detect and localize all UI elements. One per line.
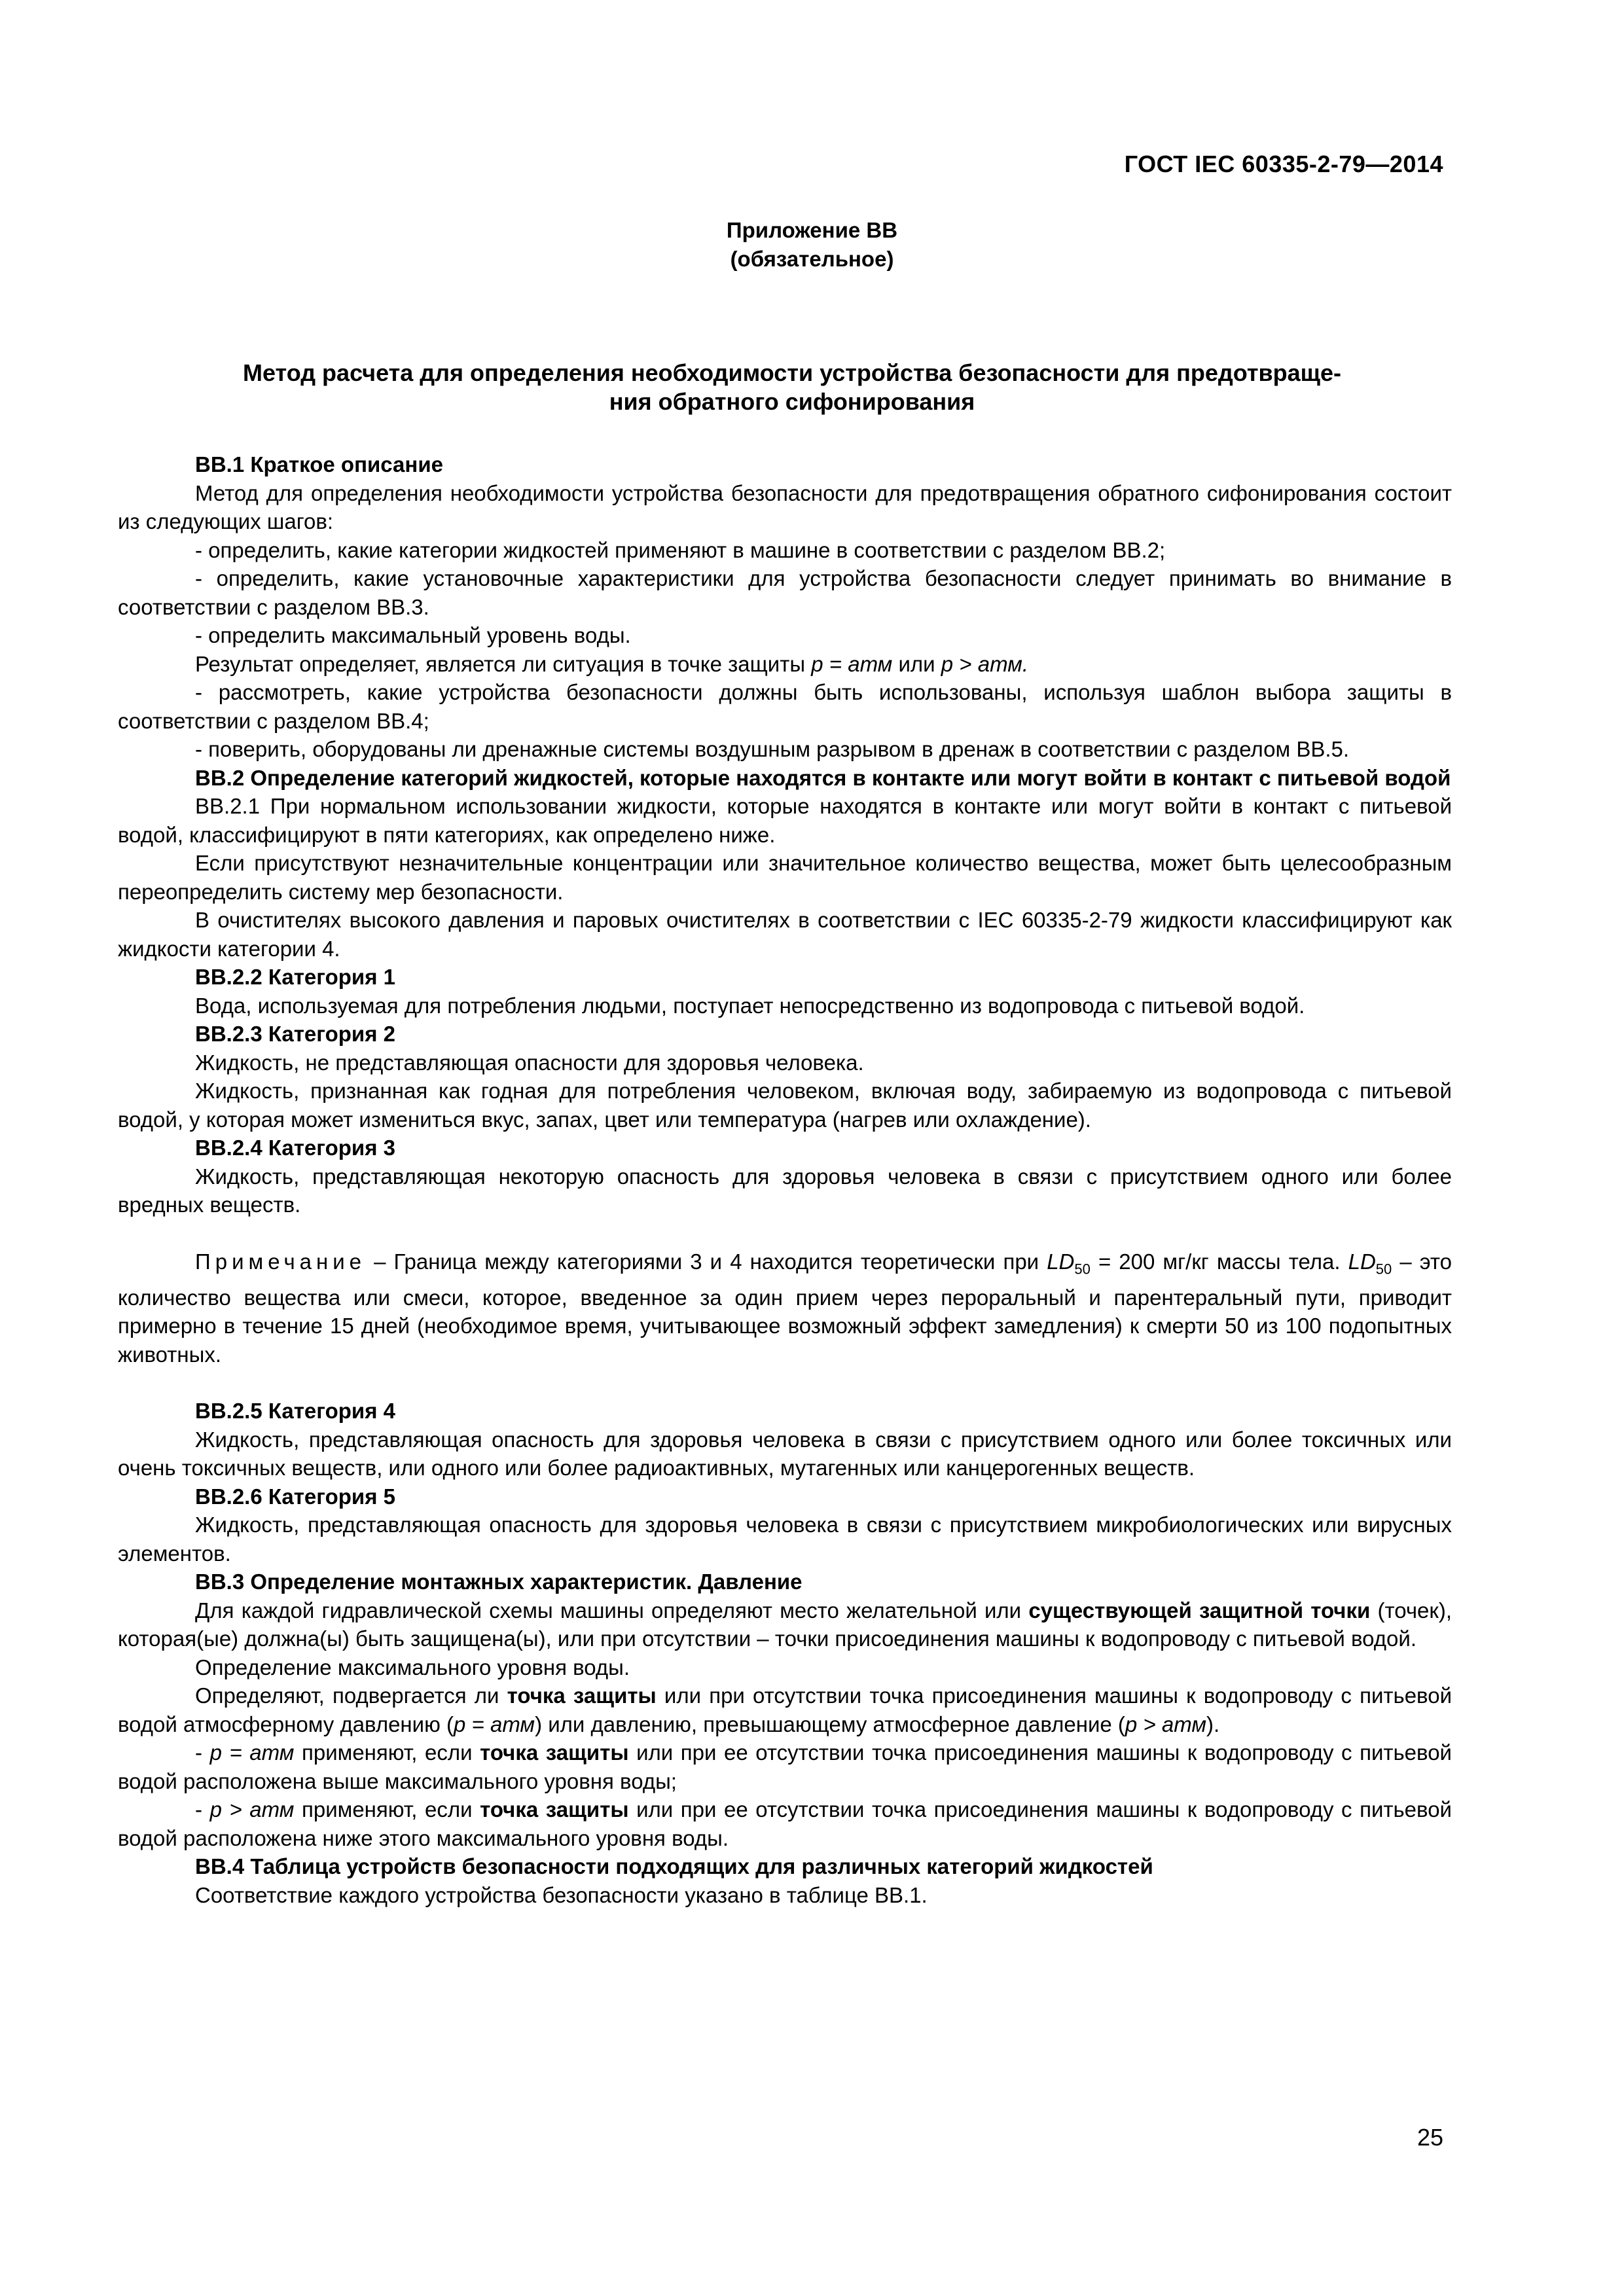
document-title: [131, 359, 1453, 416]
text-run: ) или давлению, превышающему атмосферное давление (: [535, 1712, 1125, 1736]
term: существующей защитной точки: [1028, 1598, 1371, 1623]
annex-kind: (обязательное): [730, 247, 894, 271]
paragraph: Жидкость, признанная как годная для потребления человеком, включая воду, забираемую из водопровода с питьевой водой, у которая может измениться вкус, запах, цвет или температура (нагрев или охлаждение).: [118, 1079, 1452, 1132]
subsection-heading: ВВ.2.4 Категория 3: [195, 1136, 395, 1160]
text-run: или при ее отсутствии точка присоединения машины к водопроводу с питьевой водой расположена выше максимального уровня воды;: [118, 1740, 1452, 1793]
list-item: - рассмотреть, какие устройства безопасности должны быть использованы, используя шаблон выбора защиты в соответствии с разделом ВВ.4;: [118, 680, 1452, 733]
subsection-heading: ВВ.2.5 Категория 4: [195, 1399, 395, 1424]
paragraph: Жидкость, представляющая некоторую опасность для здоровья человека в связи с присутствием одного или более вредных веществ.: [118, 1164, 1452, 1217]
list-item: - определить максимальный уровень воды.: [195, 623, 631, 647]
document-body: [118, 450, 1452, 1909]
text-run: или при отсутствии точка присоединения машины к водопроводу с питьевой водой атмосферному давлению (: [118, 1683, 1452, 1736]
list-item: - поверить, оборудованы ли дренажные системы воздушным разрывом в дренаж в соответствии с разделом ВВ.5.: [195, 737, 1350, 761]
subsection-heading: ВВ.2.2 Категория 1: [195, 965, 395, 989]
formula: LD: [1047, 1249, 1075, 1274]
term: точка защиты: [480, 1797, 629, 1822]
text-run: ).: [1206, 1712, 1220, 1736]
subscript: 50: [1074, 1261, 1091, 1278]
paragraph: Соответствие каждого устройства безопасности указано в таблице ВВ.1.: [195, 1882, 928, 1907]
paragraph: [118, 1681, 1452, 1738]
formula: p = атм: [454, 1712, 535, 1736]
paragraph: ВВ.2.1 При нормальном использовании жидкости, которые находятся в контакте или могут войти в контакт с питьевой водой, классифицируют в пяти категориях, как определено ниже.: [118, 794, 1452, 847]
subsection-heading: ВВ.2.6 Категория 5: [195, 1484, 395, 1509]
subsection-heading: ВВ.2.3 Категория 2: [195, 1022, 395, 1046]
annex-name: Приложение ВВ: [726, 218, 898, 242]
formula: p > атм: [1125, 1712, 1206, 1736]
paragraph: Метод для определения необходимости устройства безопасности для предотвращения обратного сифонирования состоит из следующих шагов:: [118, 480, 1452, 533]
text-run: = 200 мг/кг массы тела.: [1090, 1249, 1348, 1274]
note: [118, 1247, 1452, 1369]
formula: p > атм: [209, 1797, 295, 1822]
list-item: [118, 1738, 1452, 1795]
list-item: - определить, какие установочные характеристики для устройства безопасности следует принимать во внимание в соответствии с разделом ВВ.3.: [118, 566, 1452, 619]
text-run: – Граница между категориями 3 и 4 находится теоретически при: [366, 1249, 1047, 1274]
formula: p > атм.: [941, 651, 1029, 676]
term: точка защиты: [507, 1683, 657, 1708]
paragraph: [118, 650, 1452, 679]
text-run: применяют, если: [294, 1797, 480, 1822]
formula: p = атм: [811, 651, 893, 676]
paragraph: Вода, используемая для потребления людьми, поступает непосредственно из водопровода с питьевой водой.: [195, 993, 1305, 1018]
paragraph: В очистителях высокого давления и паровых очистителях в соответствии с IEC 60335-2-79 жидкости классифицируют как жидкости категории 4.: [118, 908, 1452, 961]
text-run: или при ее отсутствии точка присоединения машины к водопроводу с питьевой водой расположена ниже этого максимального уровня воды.: [118, 1797, 1452, 1850]
text-run: – это количество вещества или смеси, которое, введенное за один прием через пероральный и парентеральный пути, приводит примерно в течение 15 дней (необходимое время, учитывающее возможный эффект замедления) к смерти 50 из 100 подопытных животных.: [118, 1249, 1452, 1367]
list-item: [118, 1795, 1452, 1852]
paragraph: Жидкость, представляющая опасность для здоровья человека в связи с присутствием одного или более токсичных или очень токсичных веществ, или одного или более радиоактивных, мутагенных или канцерогенных веществ.: [118, 1427, 1452, 1480]
page-number: 25: [1416, 2124, 1443, 2151]
formula: LD: [1348, 1249, 1376, 1274]
formula: p = атм: [209, 1740, 295, 1765]
paragraph: Жидкость, не представляющая опасности для здоровья человека.: [195, 1050, 864, 1075]
section-heading: ВВ.3 Определение монтажных характеристик. Давление: [195, 1570, 803, 1594]
annex-heading: [0, 216, 1624, 274]
note-label: Примечание: [195, 1249, 367, 1274]
text-run: (точек), которая(ые) должна(ы) быть защищена(ы), или при отсутствии – точки присоединения машины к водопроводу с питьевой водой.: [118, 1598, 1453, 1651]
text-run: Результат определяет, является ли ситуация в точке защиты: [195, 651, 812, 676]
term: точка защиты: [480, 1740, 629, 1765]
section-heading: ВВ.2 Определение категорий жидкостей, которые находятся в контакте или могут войти в контакт с питьевой водой: [195, 765, 1451, 790]
standard-code: ГОСТ IEC 60335-2-79—2014: [1124, 151, 1443, 177]
text-run: Для каждой гидравлической схемы машины определяют место желательной или: [195, 1598, 1029, 1623]
subscript: 50: [1375, 1261, 1392, 1278]
text-run: применяют, если: [294, 1740, 480, 1765]
text-run: Определяют, подвергается ли: [195, 1683, 507, 1708]
text-run: -: [195, 1797, 210, 1822]
paragraph: Определение максимального уровня воды.: [195, 1655, 630, 1679]
title-line-2: ния обратного сифонирования: [609, 388, 975, 415]
paragraph: Если присутствуют незначительные концентрации или значительное количество вещества, может быть целесообразным переопределить систему мер безопасности.: [118, 851, 1452, 904]
text-run: или: [892, 651, 941, 676]
section-heading: ВВ.4 Таблица устройств безопасности подходящих для различных категорий жидкостей: [195, 1854, 1153, 1879]
paragraph: [118, 1596, 1452, 1653]
section-heading: ВВ.1 Краткое описание: [195, 452, 443, 476]
title-line-1: Метод расчета для определения необходимости устройства безопасности для предотвраще-: [243, 359, 1341, 386]
paragraph: Жидкость, представляющая опасность для здоровья человека в связи с присутствием микробиологических или вирусных элементов.: [118, 1513, 1452, 1566]
list-item: - определить, какие категории жидкостей применяют в машине в соответствии с разделом ВВ.2;: [195, 537, 1166, 562]
text-run: -: [195, 1740, 210, 1765]
